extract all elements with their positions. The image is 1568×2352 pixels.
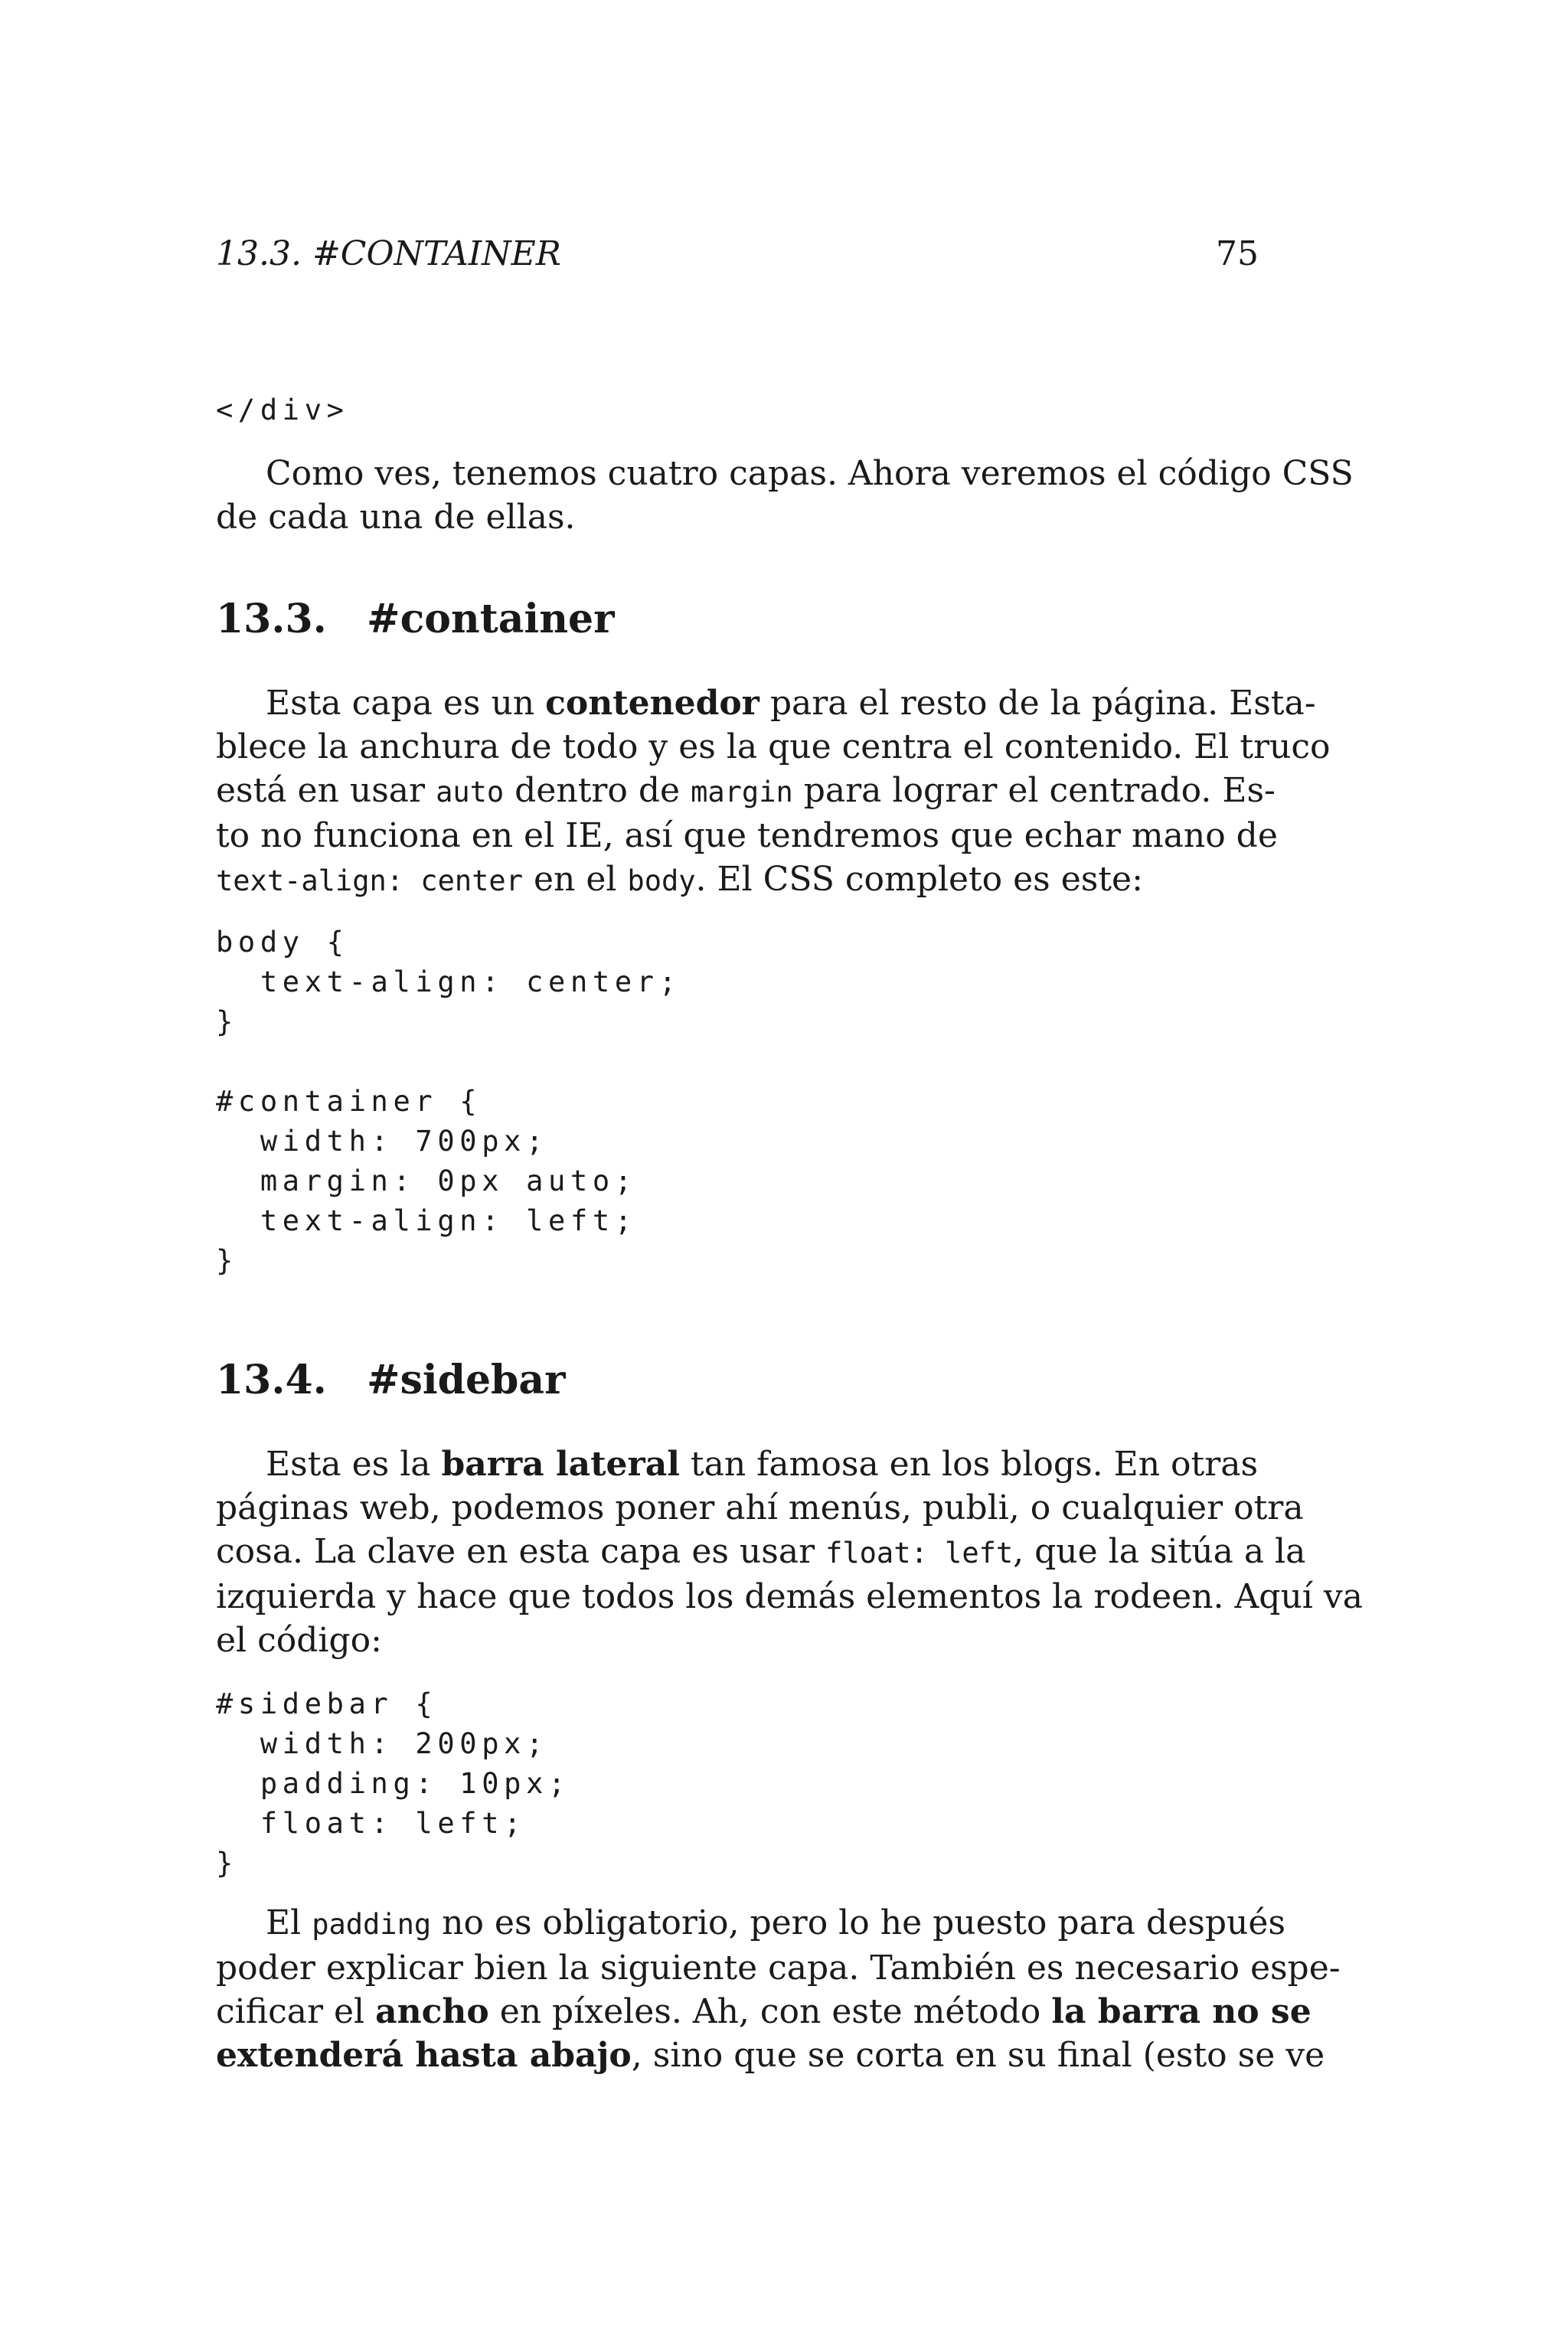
section-heading-sidebar bbox=[216, 1357, 1259, 1403]
running-header-title: 13.3. #CONTAINER bbox=[216, 234, 561, 273]
padding-paragraph: El padding no es obligatorio, pero lo he puesto para después poder explicar bien la siguiente capa. También es necesario espe- cificar el ancho en píxeles. Ah, con este método la barra no se extenderá hasta abajo, sino que se corta en su final (esto se ve bbox=[216, 1903, 1341, 2075]
section-number: 13.4. bbox=[216, 1357, 327, 1403]
section-title: #sidebar bbox=[367, 1357, 566, 1403]
sidebar-code-block: #sidebar { width: 200px; padding: 10px; float: left; } bbox=[216, 1687, 570, 1880]
section-number: 13.3. bbox=[216, 596, 327, 642]
container-code-block: body { text-align: center; } #container { width: 700px; margin: 0px auto; text-align: left; } bbox=[216, 926, 681, 1277]
intro-code: </div> bbox=[216, 394, 349, 426]
intro-paragraph: Como ves, tenemos cuatro capas. Ahora veremos el código CSS de cada una de ellas. bbox=[216, 454, 1354, 537]
section-title: #container bbox=[367, 596, 615, 642]
sidebar-paragraph: Esta es la barra lateral tan famosa en los blogs. En otras páginas web, podemos poner ahí menús, publi, o cualquier otra cosa. La clave en esta capa es usar float: left, que la sitúa a la izquierda y hace que todos los demás elementos la rodeen. Aquí va el código: bbox=[216, 1445, 1363, 1660]
container-paragraph: Esta capa es un contenedor para el resto de la página. Esta- blece la anchura de todo y es la que centra el contenido. El truco está en usar auto dentro de margin para lograr el centrado. Es- to no funciona en el IE, así que tendremos que echar mano de text-align: center en el body. El CSS completo es este: bbox=[216, 684, 1331, 899]
section-heading-container bbox=[216, 596, 1259, 642]
page-number: 75 bbox=[1216, 234, 1259, 273]
running-header bbox=[216, 234, 1259, 280]
